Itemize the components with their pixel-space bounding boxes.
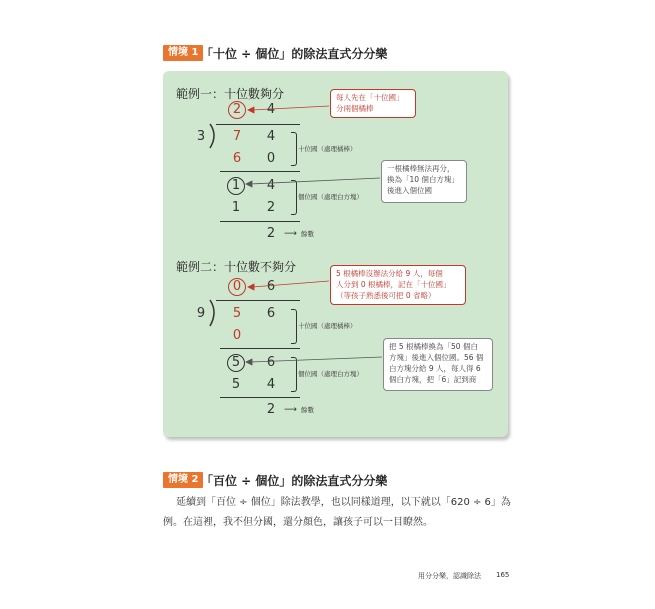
example2-remainder-arrow: ⟶ (284, 405, 297, 415)
example1-quotient-tens: 2 (232, 102, 242, 117)
example1-ones-label: 個位國（處理白方塊） (298, 193, 363, 201)
callout-line: 人分到 0 根橘棒，記在「十位國」 (336, 280, 451, 289)
example2-sub1-tens: 0 (232, 328, 242, 343)
example2-rem1-ones: 6 (266, 355, 276, 370)
example1-sub2-ones: 2 (266, 200, 276, 215)
section1-tag: 情境 1 (163, 45, 203, 61)
callout-line: 換為「10 個白方塊」 (387, 175, 459, 184)
example1-sub1-ones: 0 (266, 151, 276, 166)
callout-line: 一根橘棒無法再分， (387, 164, 455, 173)
example1-quotient-ones: 4 (266, 102, 276, 117)
example1-divisor: 3 (196, 129, 206, 144)
callout-line: 方塊」後進入個位國。56 個 (389, 353, 484, 362)
example2-ones-label: 個位國（處理白方塊） (298, 370, 363, 378)
callout-line: 個白方塊，把「6」記到商 (389, 375, 477, 384)
example2-title: 範例二：十位數不夠分 (176, 260, 297, 274)
example2-remainder: 2 (266, 402, 276, 417)
section2-paragraph-line1: 延續到「百位 ÷ 個位」除法教學，也以同樣道理，以下就以「620 ÷ 6」為 (176, 497, 511, 508)
section2-tag: 情境 2 (163, 472, 203, 488)
callout-line: 每人先在「十位國」 (336, 93, 404, 102)
example1-sub1-tens: 6 (232, 151, 242, 166)
section2-paragraph-line2: 例。在這裡，我不但分國，還分顏色，讓孩子可以一目瞭然。 (163, 517, 433, 528)
example1-dividend-tens: 7 (232, 129, 242, 144)
example2-quotient-tens: 0 (232, 279, 242, 294)
example2-remainder-label: 餘數 (301, 406, 314, 414)
example2-divisor: 9 (196, 306, 206, 321)
example1-sub2-tens: 1 (231, 200, 241, 215)
example1-title: 範例一：十位數夠分 (176, 87, 285, 101)
example1-remainder: 2 (266, 226, 276, 241)
example2-quotient-ones: 6 (266, 279, 276, 294)
example1-remainder-label: 餘數 (301, 230, 314, 238)
example2-dividend-ones: 6 (266, 306, 276, 321)
example2-sub2-ones: 4 (266, 377, 276, 392)
example1-tens-label: 十位國（處理橘棒） (298, 145, 357, 153)
callout-line: 白方塊分給 9 人，每人得 6 (389, 364, 481, 373)
callout-line: 5 根橘棒沒辦法分給 9 人，每個 (336, 269, 443, 278)
callout-line: （等孩子熟悉後可把 0 省略） (336, 291, 436, 300)
example2-sub2-tens: 5 (231, 377, 241, 392)
page-number: 165 (496, 571, 510, 579)
callout-line: 分兩個橘棒 (336, 104, 374, 113)
callout-line: 後進入個位國 (387, 186, 432, 195)
example1-dividend-ones: 4 (266, 129, 276, 144)
example1-rem1-tens: 1 (231, 178, 241, 193)
section1-heading: 「十位 ÷ 個位」的除法直式分分樂 (201, 47, 388, 61)
footer-title: 用分分樂，認識除法 (418, 572, 481, 580)
example1-remainder-arrow: ⟶ (284, 229, 297, 239)
example2-dividend-tens: 5 (232, 306, 242, 321)
example2-rem1-tens: 5 (231, 355, 241, 370)
section2-heading: 「百位 ÷ 個位」的除法直式分分樂 (201, 474, 388, 488)
example1-rem1-ones: 4 (266, 178, 276, 193)
example2-tens-label: 十位國（處理橘棒） (298, 322, 357, 330)
callout-line: 把 5 根橘棒換為「50 個白 (389, 342, 478, 351)
